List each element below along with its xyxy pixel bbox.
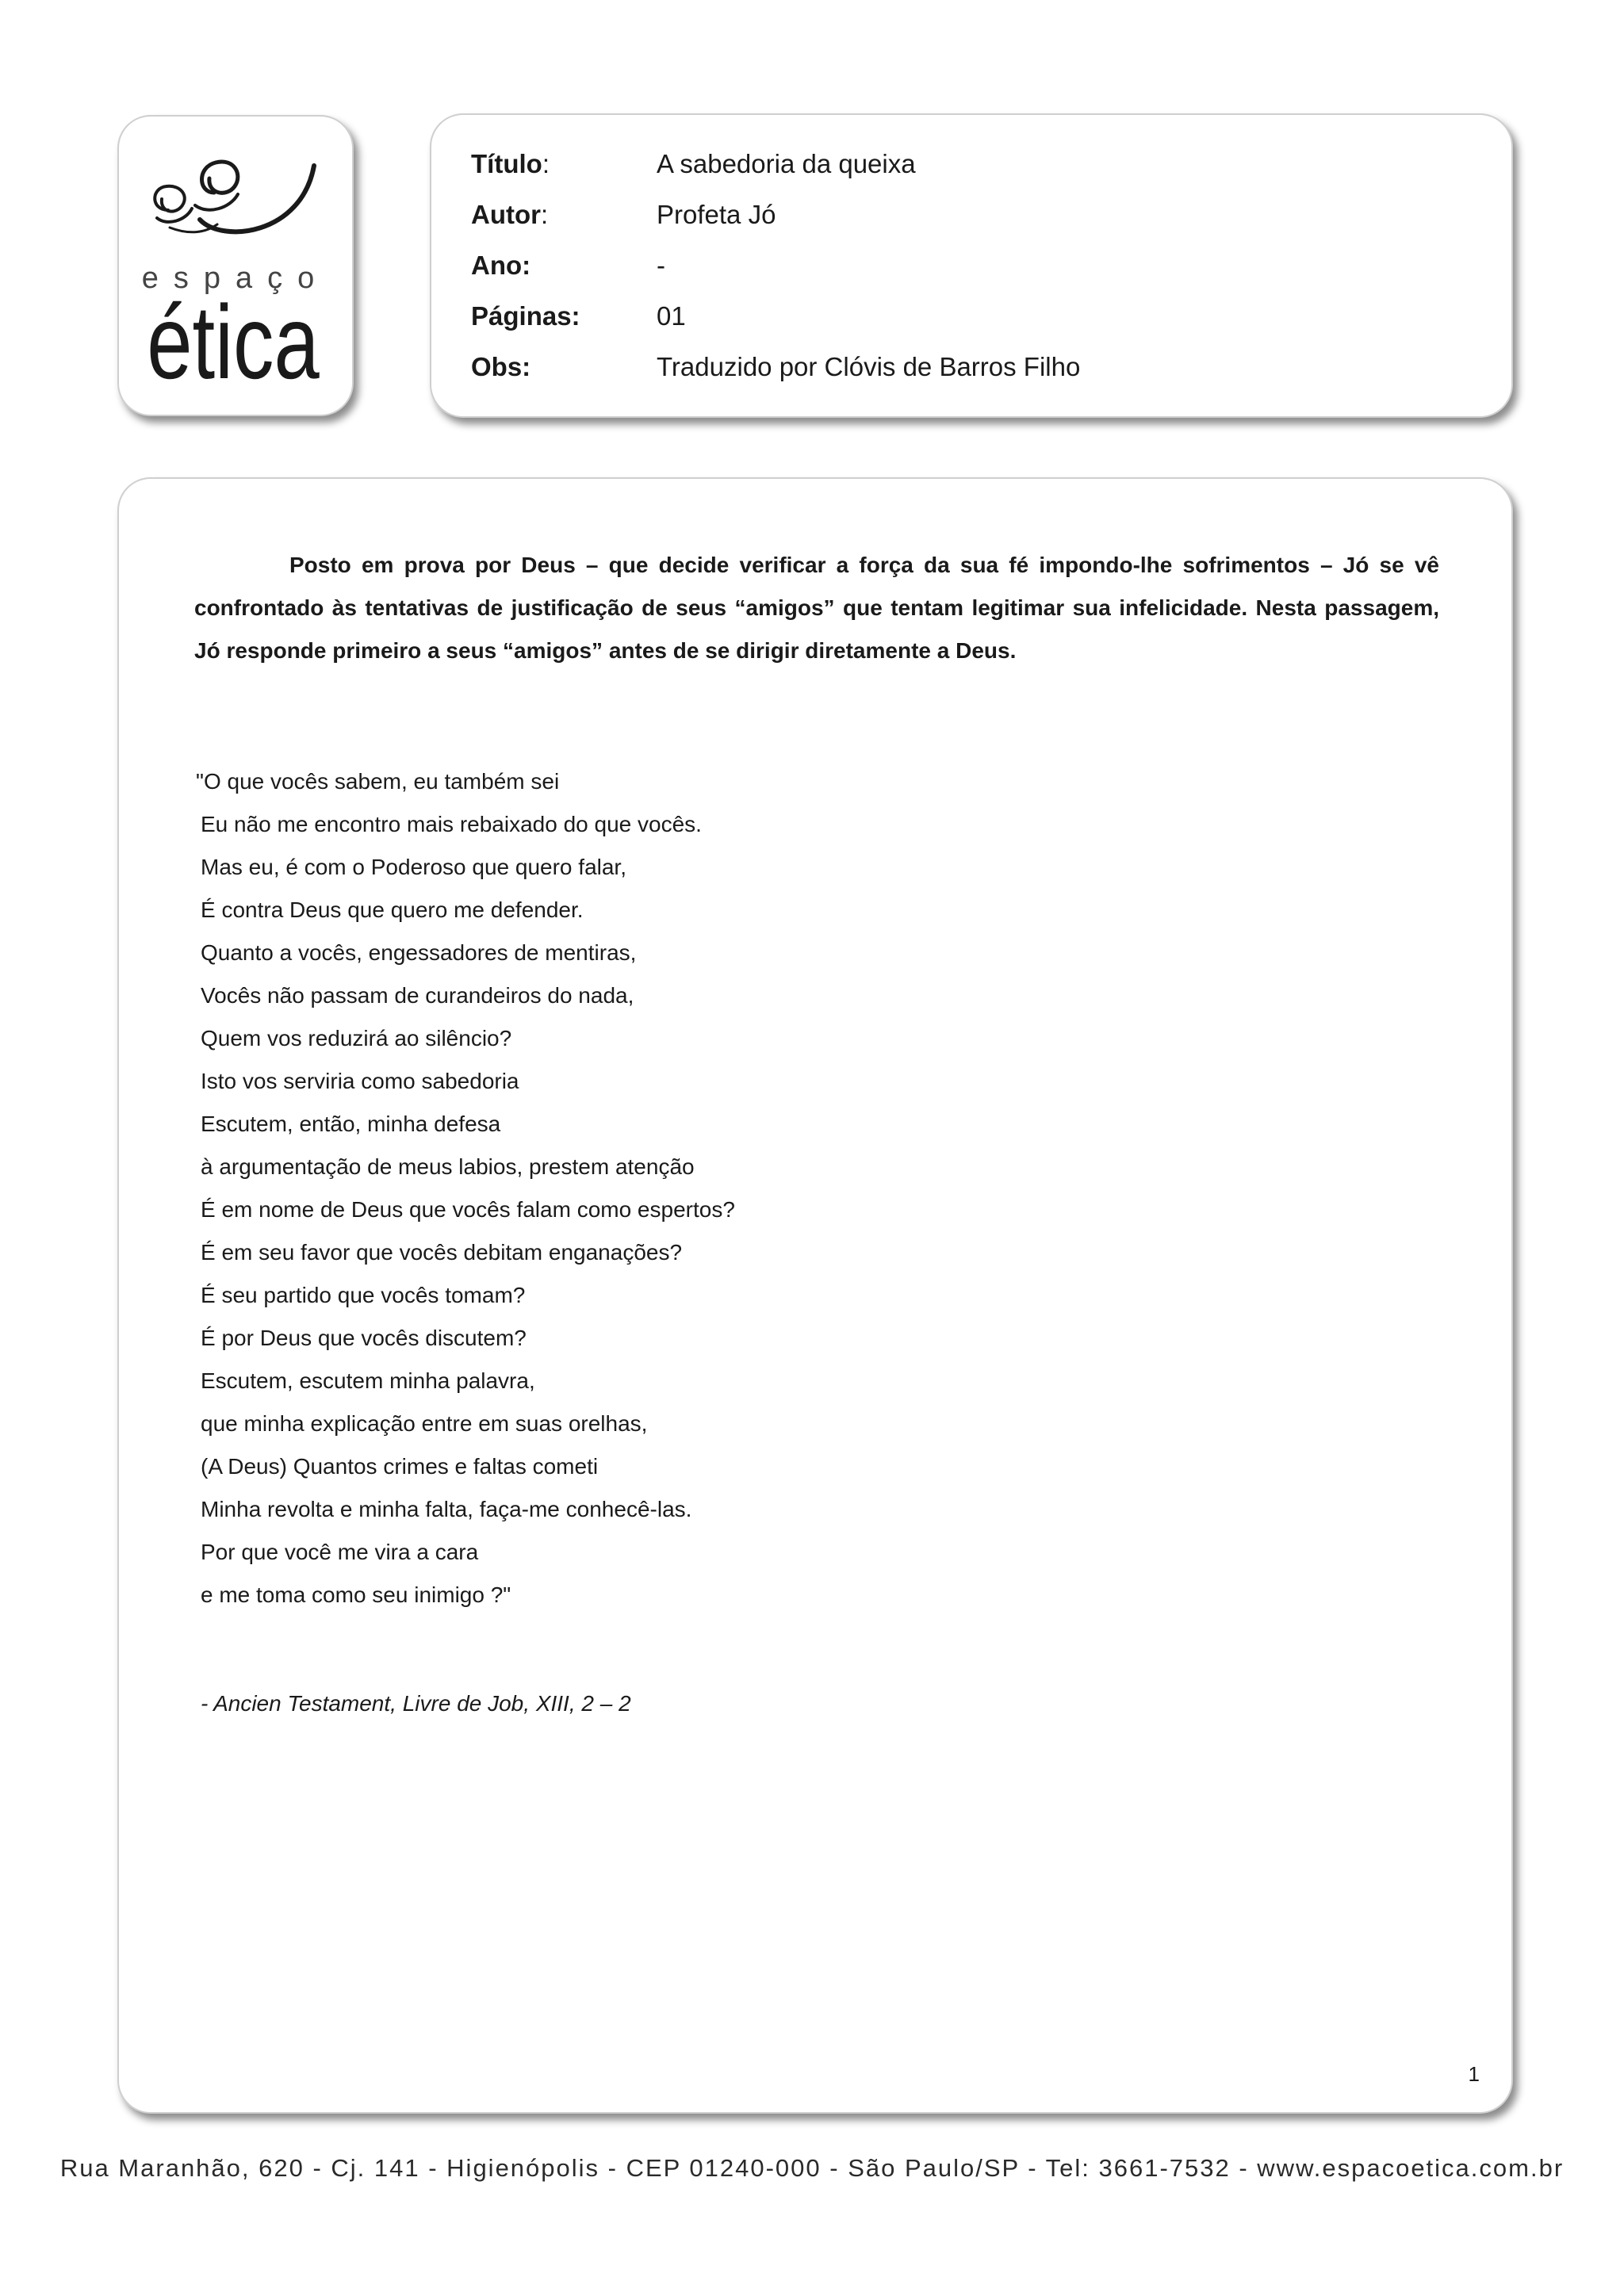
info-value-obs: Traduzido por Clóvis de Barros Filho: [657, 352, 1081, 381]
poem-line: É em nome de Deus que vocês falam como espertos?: [201, 1197, 735, 1222]
poem-line: (A Deus) Quantos crimes e faltas cometi: [201, 1454, 599, 1479]
document-body-card: [117, 477, 1513, 2114]
intro-paragraph: [194, 544, 1439, 672]
poem-line: É por Deus que vocês discutem?: [201, 1326, 527, 1350]
poem-line: Escutem, escutem minha palavra,: [201, 1368, 535, 1393]
info-value-paginas: 01: [657, 301, 686, 331]
logo-card: [117, 115, 354, 416]
info-label-titulo: Título:: [471, 149, 550, 178]
poem-text: [196, 760, 735, 1617]
swirl-icon: [155, 162, 314, 232]
info-value-titulo: A sabedoria da queixa: [657, 149, 916, 178]
page-number: 1: [1468, 2062, 1480, 2086]
intro-text: Posto em prova por Deus – que decide verificar a força da sua fé impondo-lhe sofrimentos – Jó se vê confrontado às tentativas de justificação de seus “amigos” que tentam legitimar sua infelicidade. Nesta passagem, Jó responde primeiro a seus “amigos” antes de se dirigir diretamente a Deus.: [194, 553, 1439, 663]
poem-line: Quanto a vocês, engessadores de mentiras,: [201, 940, 637, 965]
poem-line: e me toma como seu inimigo ?": [201, 1582, 511, 1607]
poem-line: Minha revolta e minha falta, faça-me conhecê-las.: [201, 1497, 692, 1521]
info-label-autor: Autor:: [471, 200, 549, 229]
poem-line: É contra Deus que quero me defender.: [201, 897, 584, 922]
info-label-paginas: Páginas:: [471, 301, 580, 331]
poem-line: Por que você me vira a cara: [201, 1540, 479, 1564]
poem-line: É em seu favor que vocês debitam enganações?: [201, 1240, 683, 1265]
poem-line: Quem vos reduzirá ao silêncio?: [201, 1026, 512, 1050]
footer-address: Rua Maranhão, 620 - Cj. 141 - Higienópolis - CEP 01240-000 - São Paulo/SP - Tel: 3661-7532 - www.espacoetica.com.br: [59, 2154, 1565, 2182]
poem-line: que minha explicação entre em suas orelhas,: [201, 1411, 648, 1436]
poem-line: Eu não me encontro mais rebaixado do que vocês.: [201, 812, 702, 836]
poem-line: Escutem, então, minha defesa: [201, 1112, 501, 1136]
logo-word-espaco: espaço: [141, 262, 330, 295]
poem-line: à argumentação de meus labios, prestem atenção: [201, 1154, 695, 1179]
logo-word-etica: ética: [147, 284, 320, 401]
espaco-etica-logo: [119, 117, 352, 415]
document-info-card: [430, 113, 1513, 418]
poem-line: "O que vocês sabem, eu também sei: [196, 769, 560, 794]
info-value-ano: -: [657, 251, 665, 280]
citation: - Ancien Testament, Livre de Job, XIII, 2 – 2: [201, 1691, 631, 1716]
info-label-ano: Ano:: [471, 251, 531, 280]
poem-line: Isto vos serviria como sabedoria: [201, 1069, 519, 1093]
info-label-obs: Obs:: [471, 352, 531, 381]
poem-line: É seu partido que vocês tomam?: [201, 1283, 526, 1307]
poem-line: Mas eu, é com o Poderoso que quero falar,: [201, 855, 626, 879]
poem-line: Vocês não passam de curandeiros do nada,: [201, 983, 634, 1008]
info-value-autor: Profeta Jó: [657, 200, 776, 229]
